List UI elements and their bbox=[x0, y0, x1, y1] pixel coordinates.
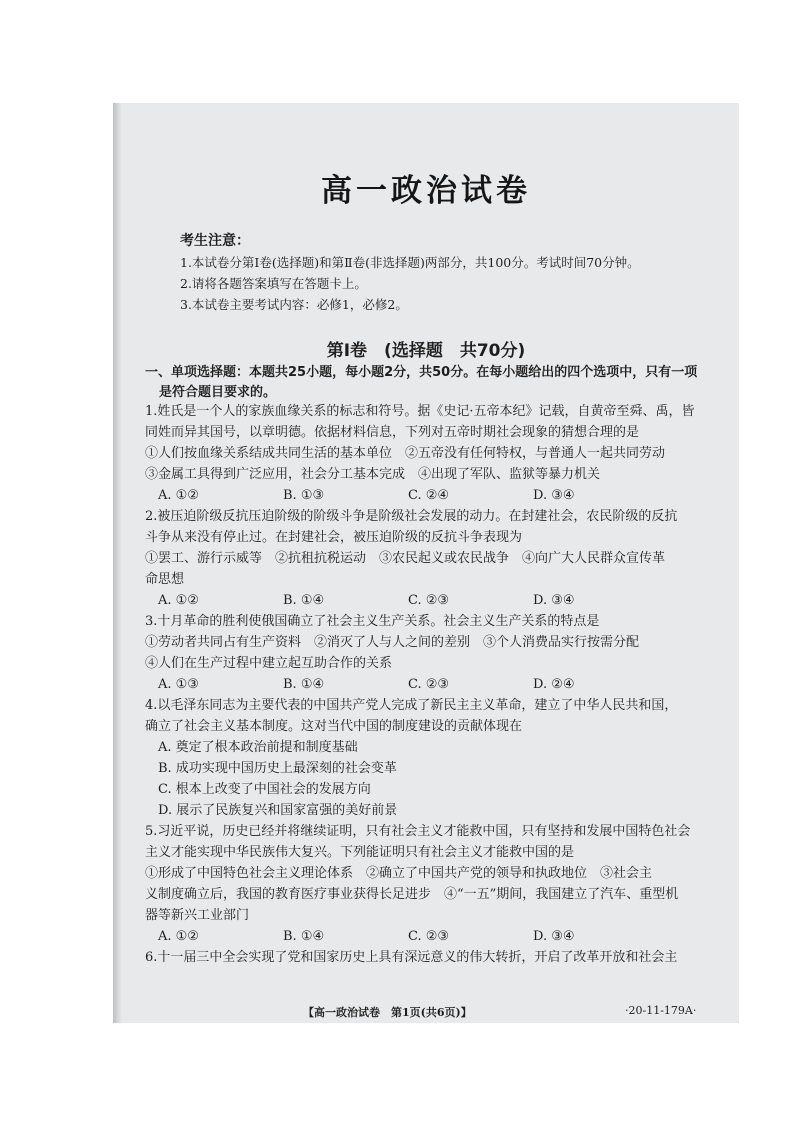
instruction-line: 一、单项选择题：本题共25小题，每小题2分，共50分。在每小题给出的四个选项中，只有一项 bbox=[145, 365, 698, 380]
option-b: B. ①④ bbox=[283, 929, 325, 944]
section-instructions bbox=[145, 363, 725, 403]
question-4 bbox=[132, 695, 732, 821]
notice-heading: 考生注意： bbox=[180, 233, 250, 249]
question-stem: 主义才能实现中华民族伟大复兴。下列能证明只有社会主义才能救中国的是 bbox=[145, 845, 575, 860]
option-b: B. ①③ bbox=[283, 488, 325, 503]
option-d: D. 展示了民族复兴和国家富强的美好前景 bbox=[158, 803, 398, 818]
footer-page-info: 【高一政治试卷 第1页(共6页)】 bbox=[303, 1006, 472, 1019]
question-stem: 2.被压迫阶级反抗压迫阶级的阶级斗争是阶级社会发展的动力。在封建社会，农民阶级的反抗 bbox=[145, 509, 678, 524]
statement-line: ③金属工具得到广泛应用，社会分工基本完成 ④出现了军队、监狱等暴力机关 bbox=[145, 467, 601, 482]
option-d: D. ③④ bbox=[533, 929, 575, 944]
notice-item: 2.请将各题答案填写在答题卡上。 bbox=[180, 276, 367, 291]
question-stem: 5.习近平说，历史已经并将继续证明，只有社会主义才能救中国，只有坚持和发展中国特色社会 bbox=[145, 824, 691, 839]
section-title: 第Ⅰ卷 (选择题 共70分) bbox=[326, 341, 526, 361]
instruction-line: 是符合题目要求的。 bbox=[159, 385, 277, 400]
option-a: A. ①② bbox=[158, 929, 199, 944]
question-stem: 确立了社会主义基本制度。这对当代中国的制度建设的贡献体现在 bbox=[145, 719, 523, 734]
option-c: C. ②③ bbox=[408, 677, 450, 692]
answer-options bbox=[132, 737, 732, 821]
notice-item: 1.本试卷分第Ⅰ卷(选择题)和第Ⅱ卷(非选择题)两部分，共100分。考试时间70分钟。 bbox=[180, 255, 640, 270]
question-1 bbox=[132, 401, 732, 506]
option-a: A. ①② bbox=[158, 488, 199, 503]
answer-options bbox=[132, 590, 658, 611]
statement-line: ④人们在生产过程中建立起互助合作的关系 bbox=[145, 656, 393, 671]
question-list bbox=[132, 401, 732, 968]
answer-options bbox=[132, 926, 658, 947]
statement-line: ①形成了中国特色社会主义理论体系 ②确立了中国共产党的领导和执政地位 ③社会主 bbox=[145, 866, 653, 881]
statement-line: ①人们按血缘关系结成共同生活的基本单位 ②五帝没有任何特权，与普通人一起共同劳动 bbox=[145, 446, 666, 461]
exam-notice bbox=[180, 231, 640, 315]
option-c: C. 根本上改变了中国社会的发展方向 bbox=[158, 782, 371, 797]
option-b: B. ①④ bbox=[283, 677, 325, 692]
footer-code: ·20-11-179A· bbox=[625, 1004, 697, 1017]
question-2 bbox=[132, 506, 732, 611]
statement-line: ①罢工、游行示威等 ②抗租抗税运动 ③农民起义或农民战争 ④向广大人民群众宣传革 bbox=[145, 551, 666, 566]
question-stem: 3.十月革命的胜利使俄国确立了社会主义生产关系。社会主义生产关系的特点是 bbox=[145, 614, 600, 629]
question-6 bbox=[132, 947, 732, 968]
answer-options bbox=[132, 485, 658, 506]
option-d: D. ③④ bbox=[533, 593, 575, 608]
option-c: C. ②④ bbox=[408, 488, 450, 503]
option-c: C. ②③ bbox=[408, 593, 450, 608]
option-a: A. ①② bbox=[158, 593, 199, 608]
option-c: C. ②③ bbox=[408, 929, 450, 944]
question-stem: 同姓而异其国号，以章明德。依据材料信息，下列对五帝时期社会现象的猜想合理的是 bbox=[145, 425, 640, 440]
answer-options bbox=[132, 674, 658, 695]
statement-line: ①劳动者共同占有生产资料 ②消灭了人与人之间的差别 ③个人消费品实行按需分配 bbox=[145, 635, 640, 650]
option-a: A. 奠定了根本政治前提和制度基础 bbox=[158, 740, 358, 755]
exam-sheet bbox=[113, 103, 739, 1023]
question-stem: 4.以毛泽东同志为主要代表的中国共产党人完成了新民主主义革命，建立了中华人民共和国， bbox=[145, 698, 678, 713]
question-3 bbox=[132, 611, 732, 695]
option-d: D. ②④ bbox=[533, 677, 575, 692]
page-footer bbox=[113, 1001, 739, 1023]
statement-line: 义制度确立后，我国的教育医疗事业获得长足进步 ④“一五”期间，我国建立了汽车、重型机 bbox=[145, 887, 679, 902]
question-stem: 6.十一届三中全会实现了党和国家历史上具有深远意义的伟大转折，开启了改革开放和社会主 bbox=[145, 950, 678, 965]
question-5 bbox=[132, 821, 732, 947]
option-b: B. 成功实现中国历史上最深刻的社会变革 bbox=[158, 761, 397, 776]
question-stem: 1.姓氏是一个人的家族血缘关系的标志和符号。据《史记·五帝本纪》记载，自黄帝至舜、禹，皆 bbox=[145, 404, 695, 419]
option-d: D. ③④ bbox=[533, 488, 575, 503]
option-a: A. ①③ bbox=[158, 677, 199, 692]
statement-line: 命思想 bbox=[145, 572, 185, 587]
option-b: B. ①④ bbox=[283, 593, 325, 608]
notice-item: 3.本试卷主要考试内容：必修1，必修2。 bbox=[180, 297, 408, 312]
question-stem: 斗争从来没有停止过。在封建社会，被压迫阶级的反抗斗争表现为 bbox=[145, 530, 523, 545]
page-title: 高一政治试卷 bbox=[321, 173, 531, 209]
statement-line: 器等新兴工业部门 bbox=[145, 908, 250, 923]
